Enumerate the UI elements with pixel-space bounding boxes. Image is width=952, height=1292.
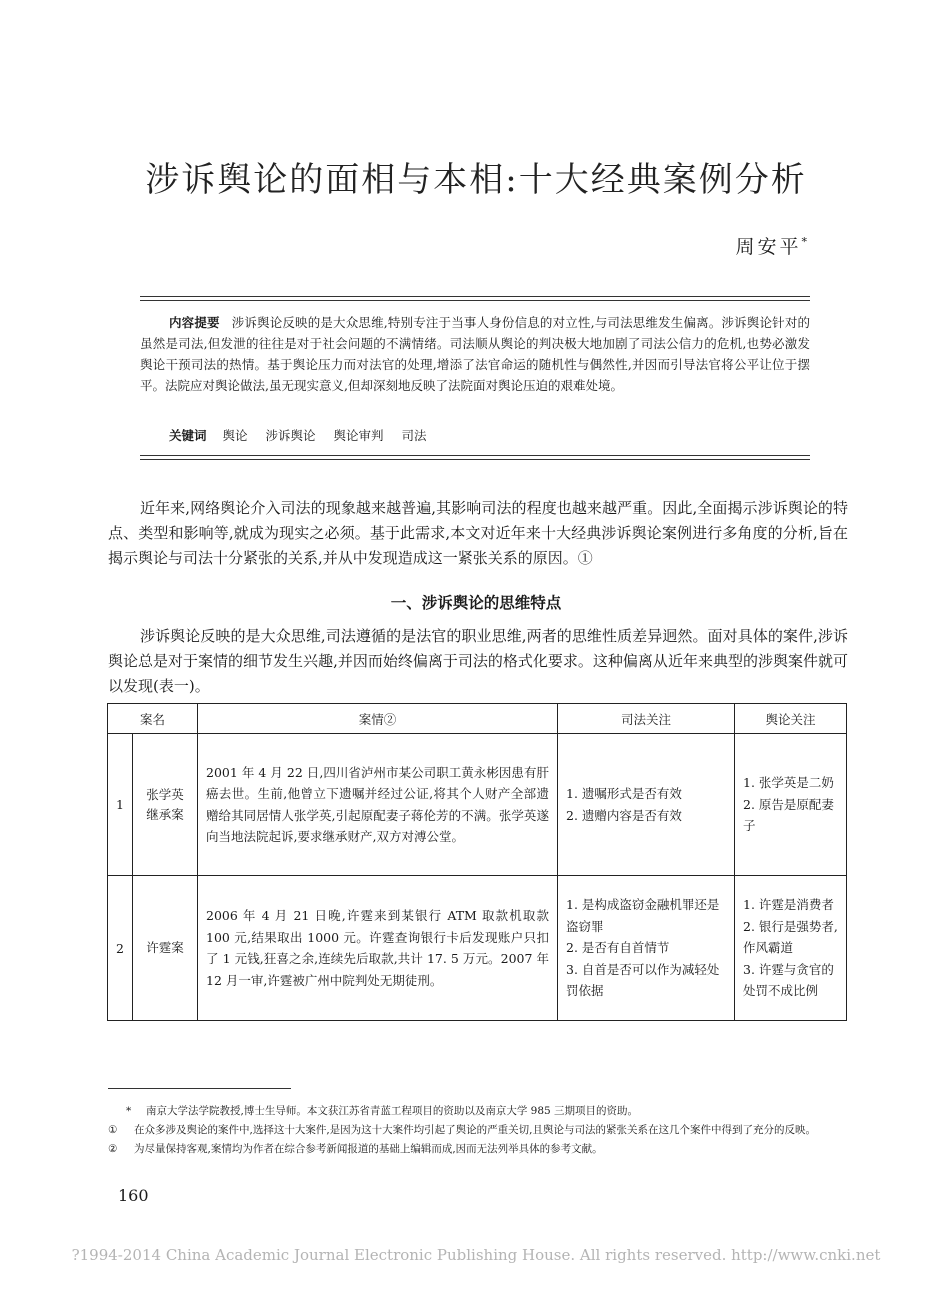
intro-paragraph: 近年来,网络舆论介入司法的现象越来越普遍,其影响司法的程度也越来越严重。因此,全面揭示涉诉舆论的特点、类型和影响等,就成为现实之必须。基于此需求,本文对近年来十大经典涉诉舆论案例进行多角度的分析,旨在揭示舆论与司法十分紧张的关系,并从中发现造成这一紧张关系的原因。① — [108, 499, 848, 567]
keyword: 涉诉舆论 — [265, 428, 316, 443]
abstract-bottom-rule — [140, 455, 810, 460]
keyword: 舆论审判 — [333, 428, 384, 443]
footnote — [108, 1122, 848, 1139]
footnote-text: 在众多涉及舆论的案件中,选择这十大案件,是因为这十大案件均引起了舆论的严重关切,且舆论与司法的紧张关系在这几个案件中得到了充分的反映。 — [134, 1124, 817, 1136]
footnote-rule — [108, 1088, 291, 1089]
judicial-point: 2. 是否有自首情节 — [566, 940, 670, 956]
public-point: 2. 原告是原配妻子 — [743, 796, 834, 834]
public-point: 3. 许霆与贪官的处罚不成比例 — [743, 961, 834, 999]
case-detail: 2006 年 4 月 21 日晚,许霆来到某银行 ATM 取款机取款 100 元,结果取出 1000 元。许霆查询银行卡后发现账户只扣了 1 元钱,狂喜之余,连续先后取款,共计 17. 5 万元。2007 年 12 月一审,许霆被广州中院判处无期徒刑。 — [198, 876, 558, 1021]
copyright-notice: ?1994-2014 China Academic Journal Electronic Publishing House. All rights reserved. http://www.cnki.net — [71, 1246, 881, 1264]
case-table — [107, 703, 847, 1021]
keyword: 司法 — [401, 428, 427, 443]
table-header-row — [108, 704, 847, 734]
table-row — [108, 734, 847, 876]
public-focus — [735, 734, 847, 876]
section-heading: 一、涉诉舆论的思维特点 — [390, 594, 562, 612]
keywords — [169, 426, 441, 444]
header-case-name: 案名 — [108, 704, 198, 734]
judicial-point: 2. 遗赠内容是否有效 — [566, 807, 682, 823]
judicial-point: 1. 是构成盗窃金融机罪还是盗窃罪 — [566, 897, 720, 934]
page-number: 160 — [118, 1186, 149, 1205]
footnote-text: 南京大学法学院教授,博士生导师。本文获江苏省青蓝工程项目的资助以及南京大学 985 三期项目的资助。 — [146, 1105, 639, 1117]
keywords-label: 关键词 — [169, 428, 207, 443]
case-name — [133, 734, 198, 876]
case-detail: 2001 年 4 月 22 日,四川省泸州市某公司职工黄永彬因患有肝癌去世。生前,他曾立下遗嘱并经过公证,将其个人财产全部遗赠给其同居情人张学英,引起原配妻子蒋伦芳的不满。张学英遂向当地法院起诉,要求继承财产,双方对溥公堂。 — [198, 734, 558, 876]
footnote — [108, 1141, 848, 1158]
case-name: 许霆案 — [133, 876, 198, 1021]
abstract-text: 涉诉舆论反映的是大众思维,特别专注于当事人身份信息的对立性,与司法思维发生偏离。涉诉舆论针对的虽然是司法,但发泄的往往是对于社会问题的不满情绪。司法顺从舆论的判决极大地加剧了司法公信力的危机,也势必激发舆论干预司法的热情。基于舆论压力而对法官的处理,增添了法官命运的随机性与偶然性,并因而引导法官将公平让位于摆平。法院应对舆论做法,虽无现实意义,但却深刻地反映了法院面对舆论压迫的艰难处境。 — [140, 315, 810, 393]
row-number: 1 — [108, 734, 133, 876]
footnotes — [108, 1103, 848, 1160]
article-title: 涉诉舆论的面相与本相:十大经典案例分析 — [145, 160, 807, 200]
judicial-focus — [558, 876, 735, 1021]
case-name-text: 张学英继承案 — [146, 786, 184, 822]
footnote-mark: * — [126, 1105, 132, 1117]
judicial-point: 1. 遗嘱形式是否有效 — [566, 786, 682, 801]
public-focus — [735, 876, 847, 1021]
footnote-text: 为尽量保持客观,案情均为作者在综合参考新闻报道的基础上编辑而成,因而无法列举具体的参考文献。 — [134, 1143, 603, 1155]
abstract-label: 内容提要 — [169, 315, 220, 330]
judicial-point: 3. 自首是否可以作为减轻处罚依据 — [566, 961, 720, 999]
judicial-focus — [558, 734, 735, 876]
author-footnote-mark: * — [801, 235, 810, 249]
header-case-detail: 案情② — [198, 704, 558, 734]
abstract — [140, 312, 810, 396]
header-public-focus: 舆论关注 — [735, 704, 847, 734]
header-judicial-focus: 司法关注 — [558, 704, 735, 734]
footnote-mark: ① — [108, 1124, 118, 1136]
public-point: 1. 许霆是消费者 — [743, 897, 834, 913]
public-point: 1. 张学英是二奶 — [743, 775, 834, 791]
footnote-mark: ② — [108, 1143, 118, 1155]
author — [735, 232, 810, 259]
body-paragraph: 涉诉舆论反映的是大众思维,司法遵循的是法官的职业思维,两者的思维性质差异迥然。面对具体的案件,涉诉舆论总是对于案情的细节发生兴趣,并因而始终偏离于司法的格式化要求。这种偏离从近年来典型的涉舆案件就可以发现(表一)。 — [108, 627, 848, 695]
public-point: 2. 银行是强势者,作风霸道 — [743, 918, 838, 956]
keyword: 舆论 — [222, 428, 248, 443]
footnote — [108, 1103, 848, 1120]
abstract-top-rule — [140, 296, 810, 301]
author-name: 周安平 — [735, 236, 802, 258]
table-row — [108, 876, 847, 1021]
row-number: 2 — [108, 876, 133, 1021]
